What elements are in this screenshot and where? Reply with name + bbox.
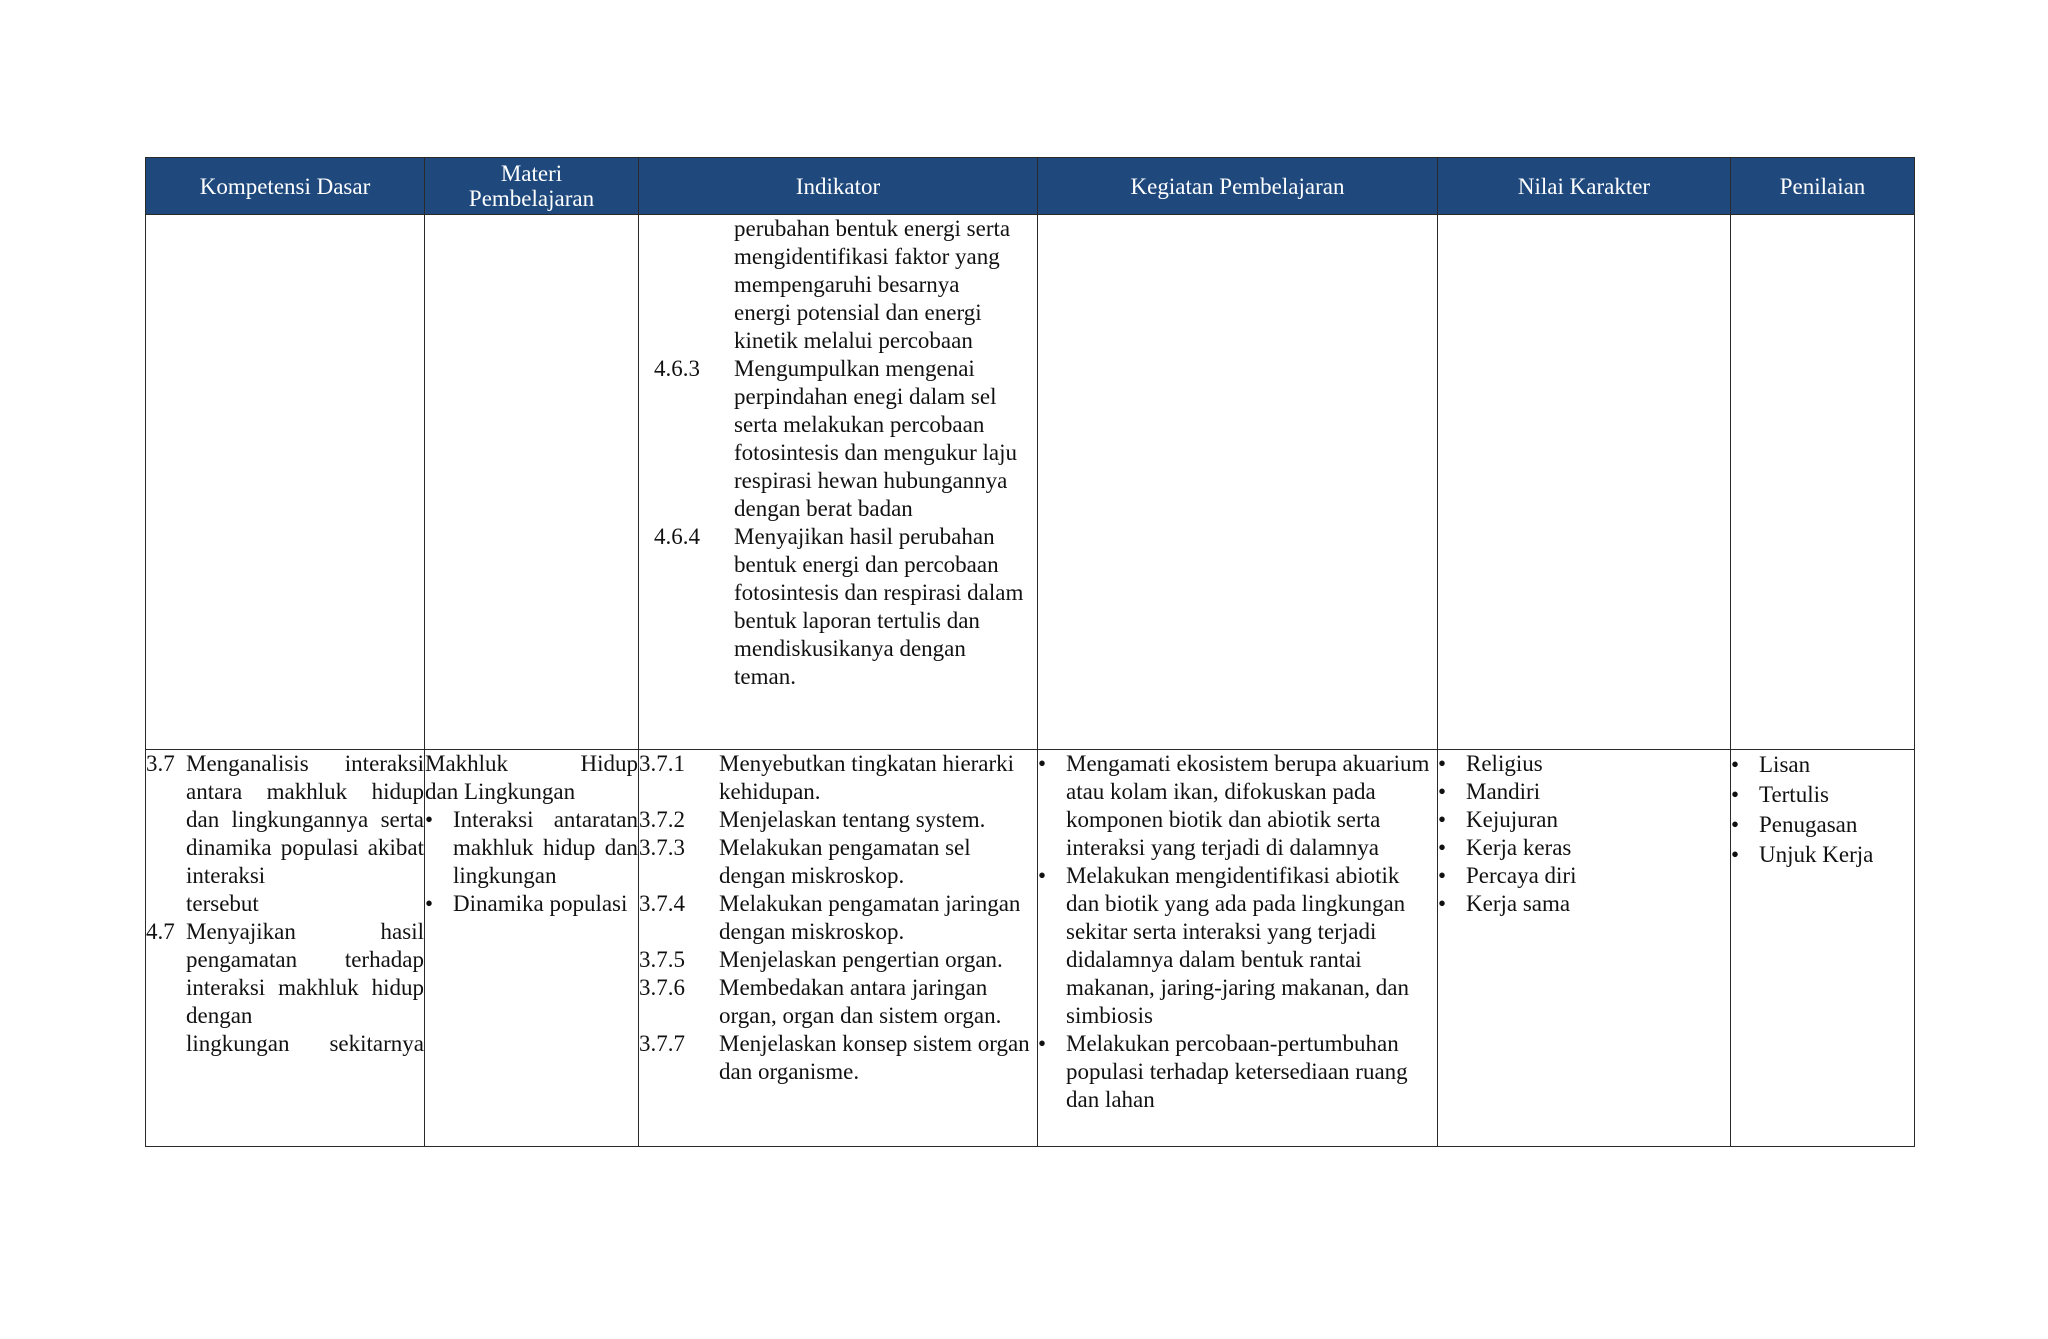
- bullet-icon: •: [1438, 863, 1447, 888]
- kd-number: 4.7: [146, 919, 175, 944]
- list-item: • Interaksi antaratan makhluk hidup dan lingkungan: [425, 807, 638, 888]
- list-item: • Melakukan mengidentifikasi abiotik dan biotik yang ada pada lingkungan sekitar serta interaksi yang terjadi didalamnya dalam bentuk rantai makanan, jaring-jaring makanan, dan simbiosis: [1038, 863, 1409, 1028]
- indikator-item: [654, 523, 1029, 691]
- kd-item: [146, 750, 424, 918]
- list-item: • Melakukan percobaan-pertumbuhan populasi terhadap ketersediaan ruang dan lahan: [1038, 1031, 1408, 1112]
- nilai-cell: [1438, 750, 1731, 1147]
- bullet-icon: •: [1038, 1031, 1047, 1056]
- penilaian-cell: [1731, 750, 1915, 1147]
- indikator-item: 3.7.7 Menjelaskan konsep sistem organ dan organisme.: [639, 1031, 1030, 1084]
- header-kegiatan-pembelajaran: Kegiatan Pembelajaran: [1038, 158, 1438, 215]
- bullet-icon: •: [1731, 842, 1740, 867]
- bullet-icon: •: [1438, 835, 1447, 860]
- penilaian-cell: [1731, 215, 1915, 750]
- bullet-icon: •: [1438, 891, 1447, 916]
- list-item: • Religius: [1438, 751, 1543, 776]
- indikator-item: 3.7.6 Membedakan antara jaringan organ, organ dan sistem organ.: [639, 975, 1002, 1028]
- list-item: • Percaya diri: [1438, 863, 1577, 888]
- bullet-icon: •: [425, 891, 434, 916]
- kd-cell: [146, 215, 425, 750]
- bullet-icon: •: [1038, 863, 1047, 888]
- materi-cell: [425, 750, 639, 1147]
- list-item: • Unjuk Kerja: [1731, 840, 1914, 870]
- table-header-row: [146, 158, 1915, 215]
- list-item: • Penugasan: [1731, 810, 1914, 840]
- indikator-number: 4.6.3: [654, 356, 700, 381]
- materi-heading: Makhluk Hidup: [425, 751, 638, 776]
- indikator-item: 3.7.4 Melakukan pengamatan jaringan dengan miskroskop.: [639, 891, 1021, 944]
- list-item: • Tertulis: [1731, 780, 1914, 810]
- kd-cell: [146, 750, 425, 1147]
- bullet-icon: •: [1038, 751, 1047, 776]
- indikator-cell: [639, 215, 1038, 750]
- indikator-item: 3.7.2 Menjelaskan tentang system.: [639, 807, 986, 832]
- indikator-continuation: perubahan bentuk energi serta mengidentifikasi faktor yang mempengaruhi besarnya energi potensial dan energi kinetik melalui percobaan: [734, 216, 1011, 353]
- header-penilaian: Penilaian: [1731, 158, 1915, 215]
- header-materi-pembelajaran: Materi Pembelajaran: [425, 158, 639, 215]
- indikator-text: Mengumpulkan mengenai perpindahan enegi dalam sel serta melakukan percobaan fotosintesis dan mengukur laju respirasi hewan hubungannya dengan berat badan: [734, 356, 1017, 521]
- nilai-cell: [1438, 215, 1731, 750]
- bullet-icon: •: [1438, 779, 1447, 804]
- header-indikator: Indikator: [639, 158, 1038, 215]
- kd-text-last: lingkungan sekitarnya: [186, 1031, 424, 1056]
- bullet-icon: •: [1731, 782, 1740, 807]
- kd-item: [146, 918, 424, 1058]
- materi-cell: [425, 215, 639, 750]
- kd-number: 3.7: [146, 751, 175, 776]
- bullet-icon: •: [1438, 807, 1447, 832]
- bullet-icon: •: [425, 807, 434, 832]
- indikator-item: 3.7.5 Menjelaskan pengertian organ.: [639, 947, 1003, 972]
- bullet-icon: •: [1731, 752, 1740, 777]
- materi-heading-2: dan Lingkungan: [425, 779, 576, 804]
- indikator-cell: [639, 750, 1038, 1147]
- kegiatan-cell: [1038, 215, 1438, 750]
- indikator-item: 3.7.3 Melakukan pengamatan sel dengan miskroskop.: [639, 835, 971, 888]
- header-nilai-karakter: Nilai Karakter: [1438, 158, 1731, 215]
- kd-text: Menganalisis interaksi antara makhluk hidup dan lingkungannya serta dinamika populasi akibat interaksi: [186, 751, 424, 888]
- indikator-number: 4.6.4: [654, 524, 700, 549]
- list-item: • Kerja sama: [1438, 891, 1571, 916]
- kd-text: Menyajikan hasil pengamatan terhadap interaksi makhluk hidup dengan: [186, 919, 424, 1028]
- list-item: • Kerja keras: [1438, 835, 1572, 860]
- indikator-item: [654, 355, 1029, 523]
- list-item: • Dinamika populasi: [425, 891, 628, 916]
- bullet-icon: •: [1438, 751, 1447, 776]
- indikator-text: Menyajikan hasil perubahan bentuk energi dan percobaan fotosintesis dan respirasi dalam bentuk laporan tertulis dan mendiskusikanya dengan teman.: [734, 524, 1024, 689]
- list-item: • Lisan: [1731, 750, 1914, 780]
- table-row: [146, 215, 1915, 750]
- kegiatan-cell: [1038, 750, 1438, 1147]
- kd-text-last: tersebut: [186, 891, 259, 916]
- bullet-icon: •: [1731, 812, 1740, 837]
- table-row: [146, 750, 1915, 1147]
- header-kompetensi-dasar: Kompetensi Dasar: [146, 158, 425, 215]
- list-item: • Kejujuran: [1438, 807, 1558, 832]
- list-item: • Mengamati ekosistem berupa akuarium atau kolam ikan, difokuskan pada komponen biotik dan abiotik serta interaksi yang terjadi di dalamnya: [1038, 751, 1430, 860]
- indikator-item: 3.7.1 Menyebutkan tingkatan hierarki kehidupan.: [639, 751, 1015, 804]
- syllabus-table: [145, 157, 1915, 1147]
- list-item: • Mandiri: [1438, 779, 1541, 804]
